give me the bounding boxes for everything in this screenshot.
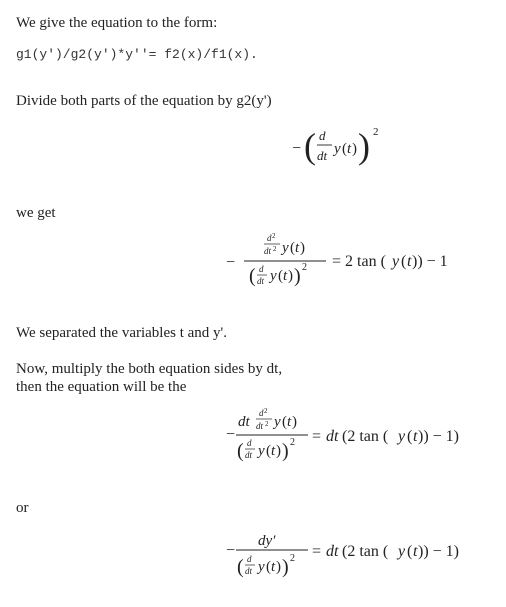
svg-text:(: (	[278, 268, 283, 284]
svg-text:): )	[358, 126, 370, 166]
svg-text:): )	[282, 440, 289, 462]
svg-text:(: (	[282, 414, 287, 430]
svg-text:dt: dt	[245, 450, 253, 460]
svg-text:2: 2	[302, 262, 307, 273]
multiply-text-line2: then the equation will be the	[16, 379, 187, 395]
svg-text:(: (	[290, 240, 295, 256]
svg-text:dt: dt	[257, 276, 265, 286]
equation-2	[226, 408, 496, 470]
svg-text:y: y	[274, 414, 281, 430]
svg-text:t: t	[287, 414, 292, 430]
intro-text: We give the equation to the form:	[16, 15, 218, 31]
svg-text:t: t	[407, 253, 412, 270]
svg-text:2: 2	[273, 245, 277, 253]
svg-text:dt: dt	[245, 566, 253, 576]
svg-text:−: −	[226, 254, 236, 271]
svg-text:): )	[276, 443, 281, 459]
svg-text:y: y	[270, 268, 277, 284]
svg-text:= 2 tan (: = 2 tan (	[332, 253, 386, 270]
svg-text:(: (	[266, 559, 271, 575]
svg-text:dt: dt	[256, 421, 264, 431]
divide-text: Divide both parts of the equation by g2(y')	[16, 93, 272, 109]
svg-text:d: d	[319, 128, 326, 143]
svg-text:dt: dt	[326, 543, 339, 560]
svg-text:t: t	[413, 428, 418, 445]
svg-text:t: t	[271, 559, 276, 575]
svg-text:−: −	[226, 542, 236, 559]
svg-text:=: =	[312, 428, 322, 445]
svg-text:(: (	[249, 265, 256, 287]
svg-text:y: y	[258, 443, 265, 459]
svg-text:): )	[352, 141, 357, 157]
svg-text:(: (	[407, 428, 413, 445]
svg-text:t: t	[271, 443, 276, 459]
svg-text:−: −	[292, 140, 302, 157]
svg-text:)) − 1): )) − 1)	[418, 543, 460, 560]
svg-text:2: 2	[373, 126, 379, 138]
svg-text:y: y	[392, 253, 400, 270]
form-code: g1(y')/g2(y')*y''= f2(x)/f1(x).	[16, 47, 258, 62]
svg-text:d: d	[267, 233, 272, 243]
or-text: or	[16, 500, 29, 516]
svg-text:): )	[294, 265, 301, 287]
svg-text:y: y	[398, 428, 406, 445]
svg-text:(: (	[304, 126, 316, 166]
svg-text:d: d	[247, 554, 252, 564]
svg-text:): )	[300, 240, 305, 256]
svg-text:(: (	[237, 440, 244, 462]
svg-text:dt: dt	[326, 428, 339, 445]
we-get-text: we get	[16, 205, 56, 221]
svg-text:t: t	[413, 543, 418, 560]
svg-text:(2 tan (: (2 tan (	[342, 428, 389, 445]
svg-text:t: t	[347, 141, 352, 157]
svg-text:(2 tan (: (2 tan (	[342, 543, 389, 560]
equation-3	[226, 528, 496, 588]
svg-text:d: d	[259, 264, 264, 274]
svg-text:dt: dt	[238, 414, 250, 430]
svg-text:(: (	[407, 543, 413, 560]
svg-text:)) − 1: )) − 1	[412, 253, 448, 270]
svg-text:): )	[292, 414, 297, 430]
svg-text:2: 2	[290, 437, 295, 448]
svg-text:(: (	[342, 141, 347, 157]
svg-text:y: y	[334, 141, 341, 157]
svg-text:(: (	[401, 253, 407, 270]
equation-1	[226, 232, 486, 292]
svg-text:): )	[282, 556, 289, 578]
svg-text:=: =	[312, 543, 322, 560]
svg-text:dy′: dy′	[258, 533, 276, 549]
svg-text:y: y	[258, 559, 265, 575]
svg-text:dt: dt	[264, 246, 272, 256]
svg-text:2: 2	[264, 408, 268, 415]
divisor-formula	[290, 122, 390, 174]
svg-text:)) − 1): )) − 1)	[418, 428, 460, 445]
svg-text:y: y	[282, 240, 289, 256]
svg-text:dt: dt	[317, 148, 328, 163]
svg-text:d: d	[247, 438, 252, 448]
svg-text:(: (	[237, 556, 244, 578]
svg-text:2: 2	[290, 553, 295, 564]
svg-text:): )	[276, 559, 281, 575]
svg-text:(: (	[266, 443, 271, 459]
svg-text:): )	[288, 268, 293, 284]
svg-text:d: d	[259, 408, 264, 418]
separated-text: We separated the variables t and y'.	[16, 325, 227, 341]
svg-text:2: 2	[272, 232, 276, 240]
svg-text:−: −	[226, 426, 236, 443]
svg-text:y: y	[398, 543, 406, 560]
svg-text:2: 2	[265, 420, 269, 428]
svg-text:t: t	[283, 268, 288, 284]
svg-text:t: t	[295, 240, 300, 256]
multiply-text-line1: Now, multiply the both equation sides by dt,	[16, 361, 283, 377]
